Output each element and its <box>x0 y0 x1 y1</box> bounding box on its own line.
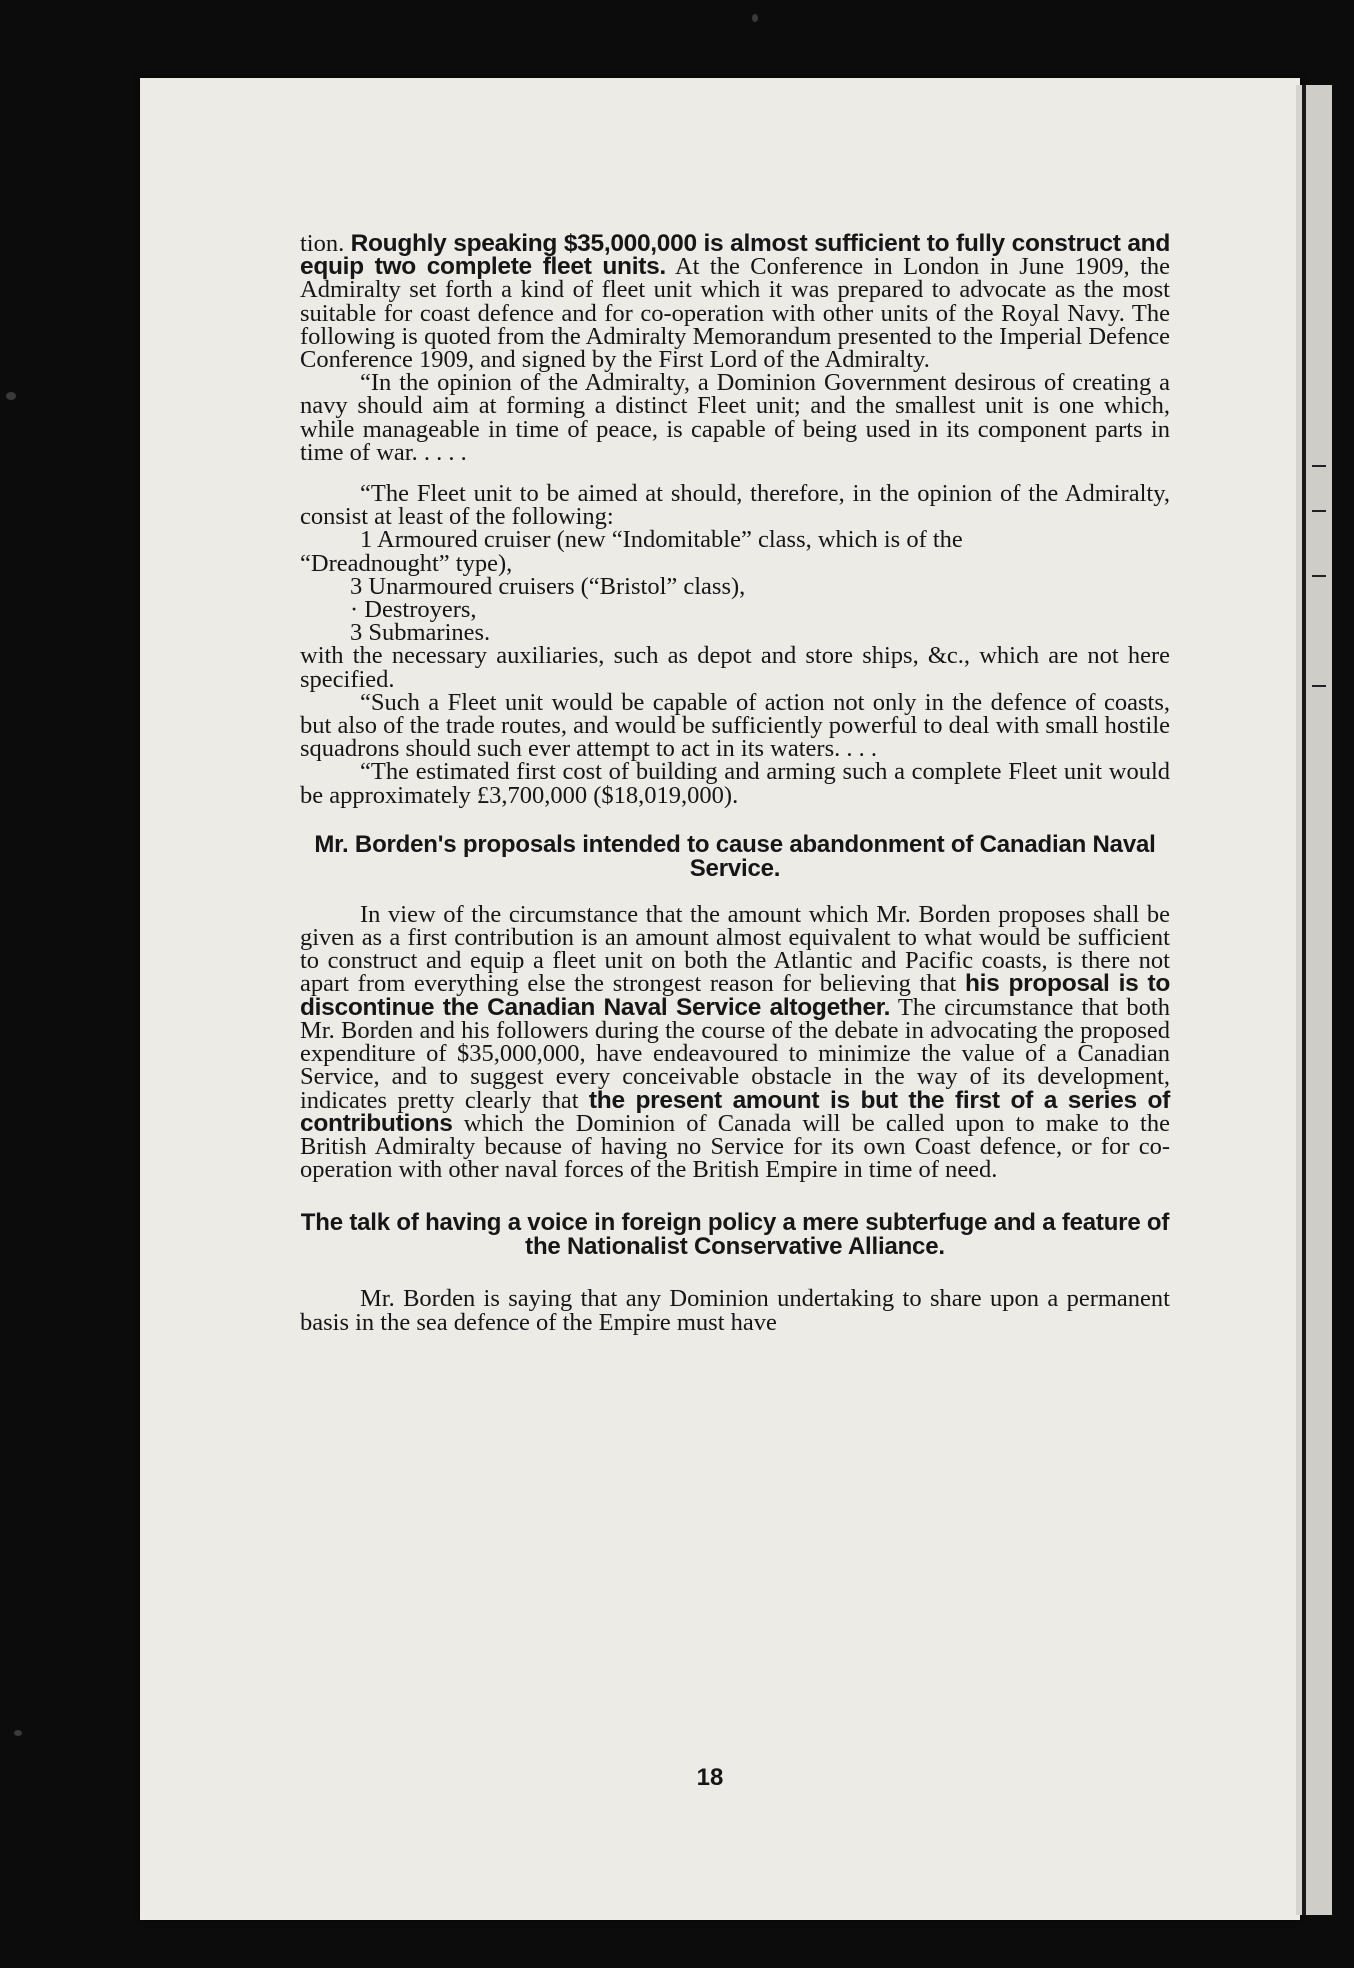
bold-text: the present amount is but the first of a series of contributions <box>300 1086 1171 1137</box>
page-number: 18 <box>696 1764 724 1791</box>
section-heading: Mr. Borden's proposals intended to cause abandonment of Canadian Naval Service. <box>314 830 1156 882</box>
scan-speck <box>14 1730 22 1736</box>
scan-speck <box>752 14 758 22</box>
list-item: · Destroyers, <box>350 596 477 624</box>
scan-speck <box>6 392 16 400</box>
paragraph: with the necessary auxiliaries, such as depot and store ships, &c., which are not here specified. <box>300 642 1170 693</box>
section-heading: The talk of having a voice in foreign policy a mere subterfuge and a feature of the Nationalist Conservative Alliance. <box>300 1209 1170 1261</box>
quotation-paragraph: “In the opinion of the Admiralty, a Dominion Government desirous of creating a navy should aim at forming a distinct Fleet unit; and the smallest unit is one which, while manageable in time of peace, is capable of being used in its component parts in time of war. . . . . <box>300 369 1170 466</box>
paragraph-text: At the Conference in London in June 1909, the Admiralty set forth a kind of fleet unit which it was prepared to advocate as the most suitable for coast defence and for co-operation with other units of the Royal Navy. The following is quoted from the Admiralty Memorandum presented to the Imperial Defence Conference 1909, and signed by the First Lord of the Admiralty. <box>300 253 1171 374</box>
list-item: 1 Armoured cruiser (new “Indomitable” class, which is of the <box>360 526 963 554</box>
list-item: 3 Submarines. <box>350 619 491 647</box>
paragraph <box>300 230 1171 374</box>
paragraph-text: which the Dominion of Canada will be called upon to make to the British Admiralty because of having no Service for its own Coast defence, or for co-operation with other naval forces of the British Empire in time of need. <box>300 1109 1170 1184</box>
paragraph-text: tion. <box>300 230 351 257</box>
adjacent-page-edge <box>1296 85 1332 1915</box>
bold-text: Roughly speaking $35,000,000 is almost sufficient to fully construct and equip two complete fleet units. <box>300 230 1170 281</box>
list-item: 3 Unarmoured cruisers (“Bristol” class), <box>350 572 746 600</box>
quotation-paragraph: “The Fleet unit to be aimed at should, therefore, in the opinion of the Admiralty, consist at least of the following: <box>300 480 1170 531</box>
paragraph-text: The circumstance that both Mr. Borden and his followers during the course of the debate in advocating the proposed expenditure of $35,000,000, have endeavoured to minimize the value of a Canadian Service, and to suggest every conceivable obstacle in the way of its development, indicates pretty clearly that <box>300 993 1170 1114</box>
edge-mark <box>1312 685 1326 687</box>
edge-mark <box>1312 575 1326 577</box>
paragraph: Mr. Borden is saying that any Dominion undertaking to share upon a permanent basis in the sea defence of the Empire must have <box>300 1285 1170 1336</box>
paragraph-text: In view of the circumstance that the amount which Mr. Borden proposes shall be given as a first contribution is an amount almost equivalent to what would be sufficient to construct and equip a fleet unit on both the Atlantic and Pacific coasts, is there not apart from everything else the strongest reason for believing that <box>300 900 1170 998</box>
list-item: “Dreadnought” type), <box>300 549 513 577</box>
quotation-paragraph: “Such a Fleet unit would be capable of action not only in the defence of coasts, but also of the trade routes, and would be sufficiently powerful to deal with small hostile squadrons should such ever attempt to act in its waters. . . . <box>300 688 1170 763</box>
quotation-paragraph: “The estimated first cost of building and arming such a complete Fleet unit would be approximately £3,700,000 ($18,019,000). <box>300 758 1170 809</box>
body-text <box>300 232 1170 1334</box>
bold-text: his proposal is to discontinue the Canadian Naval Service altogether. <box>300 970 1170 1021</box>
fleet-unit-list <box>300 526 1170 647</box>
edge-mark <box>1312 465 1326 467</box>
paragraph <box>300 900 1171 1184</box>
edge-mark <box>1312 510 1326 512</box>
